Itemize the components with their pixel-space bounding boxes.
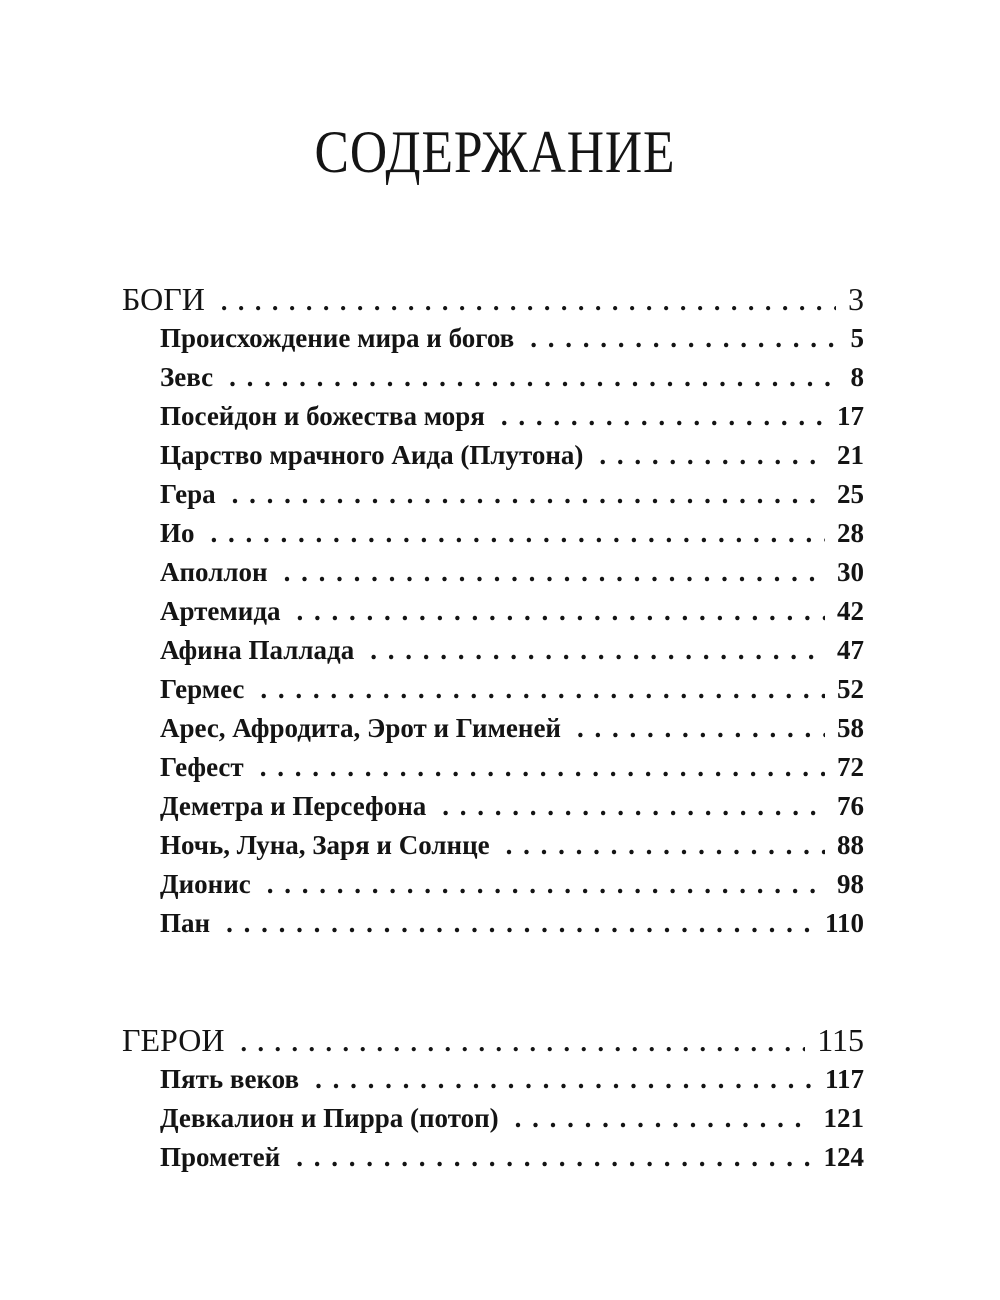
toc-heading-page: 115 <box>817 1022 864 1058</box>
dot-leader <box>260 670 825 709</box>
dot-leader <box>260 748 825 787</box>
dot-leader <box>530 319 838 358</box>
toc-entry-label: Ио <box>160 518 195 548</box>
toc-entry-page: 28 <box>837 518 864 548</box>
toc-entry[interactable] <box>0 1060 1000 1099</box>
toc-entry[interactable] <box>0 709 1000 748</box>
dot-leader <box>577 709 825 748</box>
toc-heading-page: 3 <box>848 281 864 317</box>
toc-entry-label: Зевс <box>160 362 214 392</box>
toc-entry-page: 17 <box>837 401 864 431</box>
toc-entry[interactable] <box>0 826 1000 865</box>
dot-leader <box>370 631 825 670</box>
toc-entry[interactable] <box>0 1138 1000 1177</box>
toc-heading[interactable] <box>0 1020 1000 1060</box>
toc-entry-label: Афина Паллада <box>160 635 355 665</box>
toc-entry-page: 47 <box>837 635 864 665</box>
dot-leader <box>599 436 825 475</box>
toc-entry-label: Дионис <box>160 869 251 899</box>
dot-leader <box>442 787 825 826</box>
toc-entry[interactable] <box>0 787 1000 826</box>
toc-entry-page: 30 <box>837 557 864 587</box>
toc-entry-page: 8 <box>850 362 864 392</box>
page-title: СОДЕРЖАНИЕ <box>314 119 676 185</box>
toc-entry-page: 72 <box>837 752 864 782</box>
dot-leader <box>296 1138 811 1177</box>
toc-entry-label: Гера <box>160 479 216 509</box>
toc-entry-page: 110 <box>824 908 864 938</box>
dot-leader <box>501 397 825 436</box>
toc-entry[interactable] <box>0 904 1000 943</box>
toc-section-gods <box>0 279 1000 943</box>
toc-entry[interactable] <box>0 592 1000 631</box>
toc-entry-label: Аполлон <box>160 557 268 587</box>
toc-entry[interactable] <box>0 865 1000 904</box>
toc-entry[interactable] <box>0 358 1000 397</box>
dot-leader <box>232 475 825 514</box>
toc-entry-label: Пан <box>160 908 211 938</box>
toc-entry-label: Девкалион и Пирра (потоп) <box>160 1103 499 1133</box>
dot-leader <box>284 553 825 592</box>
toc-entry[interactable] <box>0 631 1000 670</box>
toc-entry-label: Гермес <box>160 674 245 704</box>
toc-entry-page: 21 <box>837 440 864 470</box>
toc-entry-page: 121 <box>823 1103 864 1133</box>
toc-entry-page: 5 <box>850 323 864 353</box>
dot-leader <box>267 865 825 904</box>
toc-entry-page: 124 <box>823 1142 864 1172</box>
toc-entry[interactable] <box>0 436 1000 475</box>
toc-entry-page: 98 <box>837 869 864 899</box>
toc-heading[interactable] <box>0 279 1000 319</box>
dot-leader <box>515 1099 812 1138</box>
toc-entry-label: Арес, Афродита, Эрот и Гименей <box>160 713 561 743</box>
dot-leader <box>297 592 825 631</box>
toc-entry[interactable] <box>0 553 1000 592</box>
toc-entry-label: Артемида <box>160 596 281 626</box>
toc-entry[interactable] <box>0 475 1000 514</box>
toc-entry-label: Пять веков <box>160 1064 300 1094</box>
dot-leader <box>506 826 825 865</box>
toc-entry-label: Гефест <box>160 752 244 782</box>
dot-leader <box>221 282 836 322</box>
toc-entry-page: 25 <box>837 479 864 509</box>
dot-leader <box>226 904 813 943</box>
dot-leader <box>240 1023 805 1063</box>
toc-section-heroes <box>0 1020 1000 1177</box>
toc-entry-label: Происхождение мира и богов <box>160 323 515 353</box>
toc-entry-label: Прометей <box>160 1142 281 1172</box>
toc-entry[interactable] <box>0 1099 1000 1138</box>
toc-entry-page: 76 <box>837 791 864 821</box>
toc-entry[interactable] <box>0 514 1000 553</box>
toc-entry-page: 88 <box>837 830 864 860</box>
toc-heading-label: БОГИ <box>122 281 205 317</box>
toc-heading-label: ГЕРОИ <box>122 1022 225 1058</box>
toc-entry-page: 52 <box>837 674 864 704</box>
toc-entry-page: 42 <box>837 596 864 626</box>
toc-entry-page: 58 <box>837 713 864 743</box>
toc-entry[interactable] <box>0 670 1000 709</box>
toc-entry[interactable] <box>0 319 1000 358</box>
toc-entry-label: Ночь, Луна, Заря и Солнце <box>160 830 490 860</box>
toc-entry-label: Деметра и Персефона <box>160 791 427 821</box>
toc-entry-label: Царство мрачного Аида (Плутона) <box>160 440 584 470</box>
toc-entry[interactable] <box>0 397 1000 436</box>
toc-entry[interactable] <box>0 748 1000 787</box>
dot-leader <box>315 1060 813 1099</box>
toc-entry-page: 117 <box>824 1064 864 1094</box>
toc-entry-label: Посейдон и божества моря <box>160 401 485 431</box>
dot-leader <box>229 358 838 397</box>
dot-leader <box>211 514 825 553</box>
